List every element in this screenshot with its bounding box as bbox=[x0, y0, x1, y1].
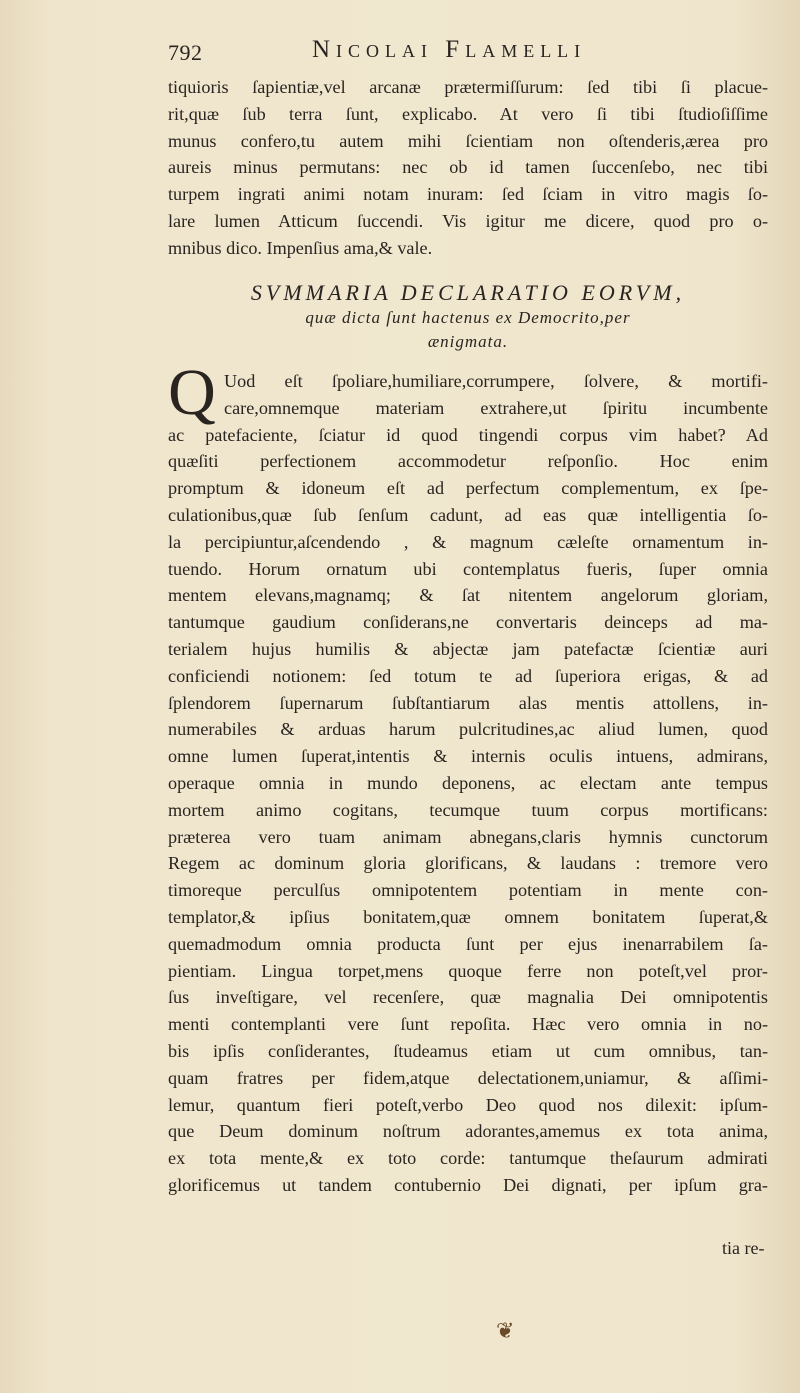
text-line: tantumque gaudium conſiderans,ne convertaris deinceps ad ma- bbox=[168, 612, 768, 633]
main-paragraph bbox=[168, 368, 768, 1199]
text-line: timoreque perculſus omnipotentem potentiam in mente con- bbox=[168, 880, 768, 901]
text-line: care,omnemque materiam extrahere,ut ſpiritu incumbente bbox=[224, 397, 768, 418]
intro-paragraph bbox=[168, 74, 768, 262]
text-line: bis ipſis conſiderantes, ſtudeamus etiam ut cum omnibus, tan- bbox=[168, 1040, 768, 1061]
text-line: conficiendi notionem: ſed totum te ad ſuperiora erigas, & ad bbox=[168, 665, 768, 686]
text-line: menti contemplanti vere ſunt repoſita. Hæc vero omnia in no- bbox=[168, 1014, 768, 1035]
page-number: 792 bbox=[168, 40, 203, 65]
page-header bbox=[168, 36, 768, 68]
printers-ornament-icon: ❦ bbox=[496, 1318, 515, 1343]
section-heading: SVMMARIA DECLARATIO EORVM, bbox=[250, 280, 686, 305]
text-line: numerabiles & arduas harum pulcritudines,ac aliud lumen, quod bbox=[168, 719, 768, 740]
text-line: Uod eſt ſpoliare,humiliare,corrumpere, ſolvere, & mortifi- bbox=[224, 371, 768, 391]
text-line: culationibus,quæ ſub ſenſum cadunt, ad eas quæ intelligentia ſo- bbox=[168, 504, 768, 525]
text-line: promptum & idoneum eſt ad perfectum complementum, ex ſpe- bbox=[168, 478, 768, 499]
text-line: la percipiuntur,aſcendendo , & magnum cæleſte ornamentum in- bbox=[168, 531, 768, 552]
text-line: terialem hujus humilis & abjectæ jam patefactæ ſcientiæ auri bbox=[168, 638, 768, 659]
section-subheading: quæ dicta ſunt hactenus ex Democrito,per bbox=[305, 308, 631, 327]
text-line: quemadmodum omnia producta ſunt per ejus inenarrabilem ſa- bbox=[168, 933, 768, 954]
text-line: omne lumen ſuperat,intentis & internis oculis intuens, admirans, bbox=[168, 746, 768, 767]
text-line: mortem animo cogitans, tecumque tuum corpus mortificans: bbox=[168, 799, 768, 820]
text-line: tuendo. Horum ornatum ubi contemplatus fueris, ſuper omnia bbox=[168, 558, 768, 579]
text-line: præterea vero tuam animam abnegans,claris hymnis cunctorum bbox=[168, 826, 768, 847]
text-line: ſus inveſtigare, vel recenſere, quæ magnalia Dei omnipotentis bbox=[168, 987, 768, 1008]
text-line: mentem elevans,magnamq; & ſat nitentem angelorum gloriam, bbox=[168, 585, 768, 606]
section-subheading: ænigmata. bbox=[427, 332, 509, 351]
text-line: tiquioris ſapientiæ,vel arcanæ prætermiſſurum: ſed tibi ſi placue- bbox=[168, 77, 768, 97]
text-line: templator,& ipſius bonitatem,quæ omnem bonitatem ſuperat,& bbox=[168, 906, 768, 927]
text-line: glorificemus ut tandem contubernio Dei dignati, per ipſum gra- bbox=[168, 1174, 768, 1195]
text-line: mnibus dico. Impenſius ama,& vale. bbox=[168, 237, 433, 258]
text-line: quam fratres per fidem,atque delectationem,uniamur, & aſſimi- bbox=[168, 1067, 768, 1088]
text-line: Regem ac dominum gloria glorificans, & laudans : tremore vero bbox=[168, 853, 768, 874]
text-line: aureis minus permutans: nec ob id tamen ſuccenſebo, nec tibi bbox=[168, 157, 768, 178]
text-line: lemur, quantum fieri poteſt,verbo Deo quod nos dilexit: ipſum- bbox=[168, 1094, 768, 1115]
text-line: pientiam. Lingua torpet,mens quoque ferre non poteſt,vel pror- bbox=[168, 960, 768, 981]
drop-cap: Q bbox=[168, 356, 216, 429]
text-line: ac patefaciente, ſciatur id quod tingendi corpus vim habet? Ad bbox=[168, 424, 768, 445]
text-line: turpem ingrati animi notam inuram: ſed ſciam in vitro magis ſo- bbox=[168, 184, 768, 205]
text-line: quæſiti perfectionem accommodetur reſponſio. Hoc enim bbox=[168, 451, 768, 472]
text-line: ſplendorem ſupernarum ſubſtantiarum alas mentis attollens, in- bbox=[168, 692, 768, 713]
text-line: ex tota mente,& ex toto corde: tantumque theſaurum admirati bbox=[168, 1148, 768, 1169]
text-line: operaque omnia in mundo deponens, ac electam ante tempus bbox=[168, 772, 768, 793]
catchword: tia re- bbox=[722, 1238, 765, 1258]
text-line: rit,quæ ſub terra ſunt, explicabo. At vero ſi tibi ſtudioſiſſime bbox=[168, 103, 768, 124]
text-line: que Deum dominum noſtrum adorantes,amemus ex tota anima, bbox=[168, 1121, 768, 1142]
text-line: munus confero,tu autem mihi ſcientiam non oſtenderis,ærea pro bbox=[168, 130, 768, 151]
running-title: Nicolai Flamelli bbox=[312, 36, 587, 63]
text-line: lare lumen Atticum ſuccendi. Vis igitur me dicere, quod pro o- bbox=[168, 210, 768, 231]
